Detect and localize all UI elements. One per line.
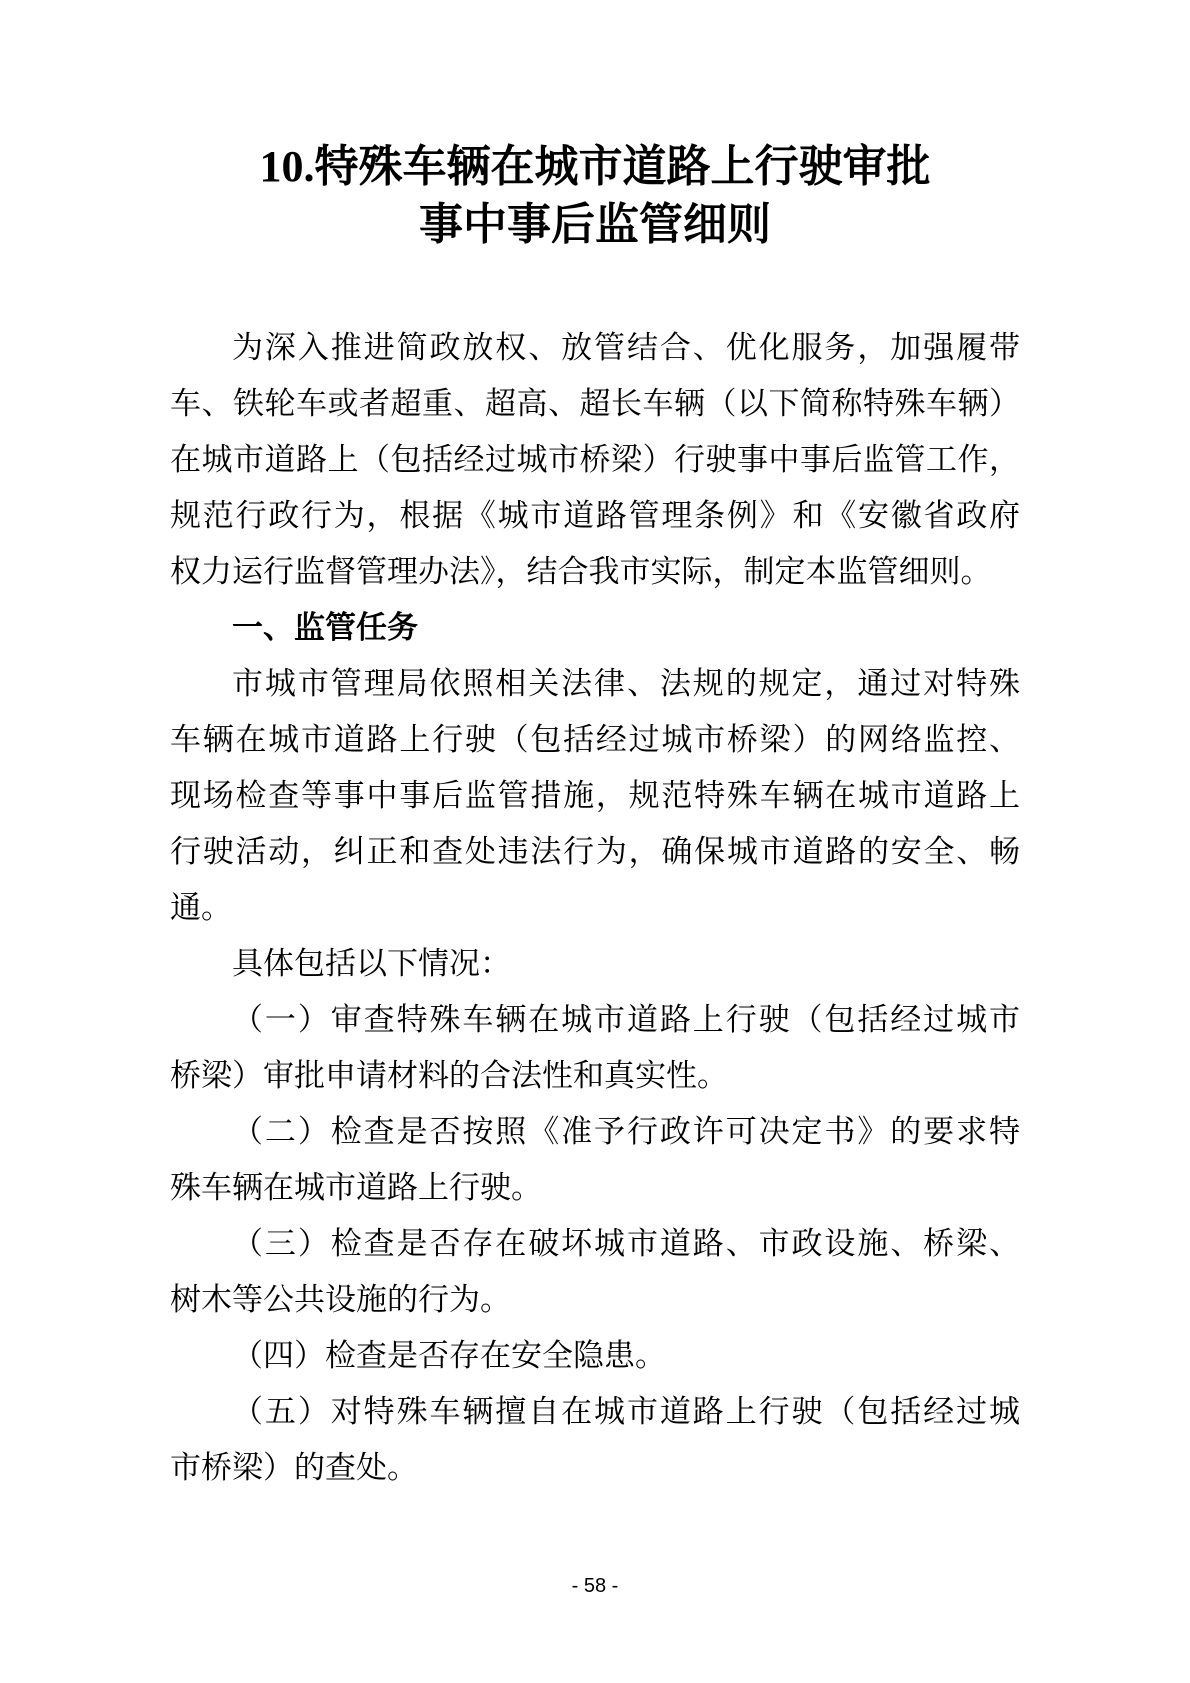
body-paragraph — [170, 992, 1020, 1104]
body-paragraph — [170, 656, 1020, 936]
text-line: 桥梁）审批申请材料的合法性和真实性。 — [170, 1058, 728, 1093]
text-line: 一、监管任务 — [232, 610, 418, 645]
document-body — [170, 320, 1020, 1496]
body-paragraph — [170, 320, 1020, 600]
text-line: 殊车辆在城市道路上行驶。 — [170, 1170, 542, 1205]
text-line: （三）检查是否存在破坏城市道路、市政设施、桥梁、 — [232, 1226, 1020, 1261]
page-footer — [0, 1573, 1190, 1599]
text-line: 树木等公共设施的行为。 — [170, 1282, 511, 1317]
title-line-1: 10.特殊车辆在城市道路上行驶审批 — [259, 142, 931, 191]
text-line: 具体包括以下情况： — [232, 946, 511, 981]
document-title — [170, 138, 1020, 254]
text-line: （二）检查是否按照《准予行政许可决定书》的要求特 — [232, 1114, 1020, 1149]
text-line: 市城市管理局依照相关法律、法规的规定，通过对特殊 — [232, 666, 1020, 701]
body-paragraph — [170, 1104, 1020, 1216]
text-line: 规范行政行为，根据《城市道路管理条例》和《安徽省政府 — [170, 498, 1020, 533]
body-paragraph — [170, 1384, 1020, 1496]
text-line: 行驶活动，纠正和查处违法行为，确保城市道路的安全、畅 — [170, 834, 1020, 869]
body-paragraph — [170, 1216, 1020, 1328]
text-line: 权力运行监督管理办法》，结合我市实际，制定本监管细则。 — [170, 554, 992, 589]
text-line: （四）检查是否存在安全隐患。 — [232, 1338, 666, 1373]
text-line: 市桥梁）的查处。 — [170, 1450, 418, 1485]
body-paragraph — [170, 1328, 1020, 1384]
text-line: 车辆在城市道路上行驶（包括经过城市桥梁）的网络监控、 — [170, 722, 1020, 757]
text-line: 在城市道路上（包括经过城市桥梁）行驶事中事后监管工作， — [170, 442, 1020, 477]
text-line: （一）审查特殊车辆在城市道路上行驶（包括经过城市 — [232, 1002, 1020, 1037]
document-content — [170, 0, 1020, 1496]
page-number: - 58 - — [571, 1575, 619, 1597]
text-line: 车、铁轮车或者超重、超高、超长车辆（以下简称特殊车辆） — [170, 386, 1020, 421]
text-line: （五）对特殊车辆擅自在城市道路上行驶（包括经过城 — [232, 1394, 1020, 1429]
title-line-2: 事中事后监管细则 — [419, 200, 771, 249]
body-paragraph — [170, 936, 1020, 992]
section-heading — [170, 600, 1020, 656]
text-line: 通。 — [170, 890, 232, 925]
text-line: 为深入推进简政放权、放管结合、优化服务，加强履带 — [232, 330, 1020, 365]
text-line: 现场检查等事中事后监管措施，规范特殊车辆在城市道路上 — [170, 778, 1020, 813]
